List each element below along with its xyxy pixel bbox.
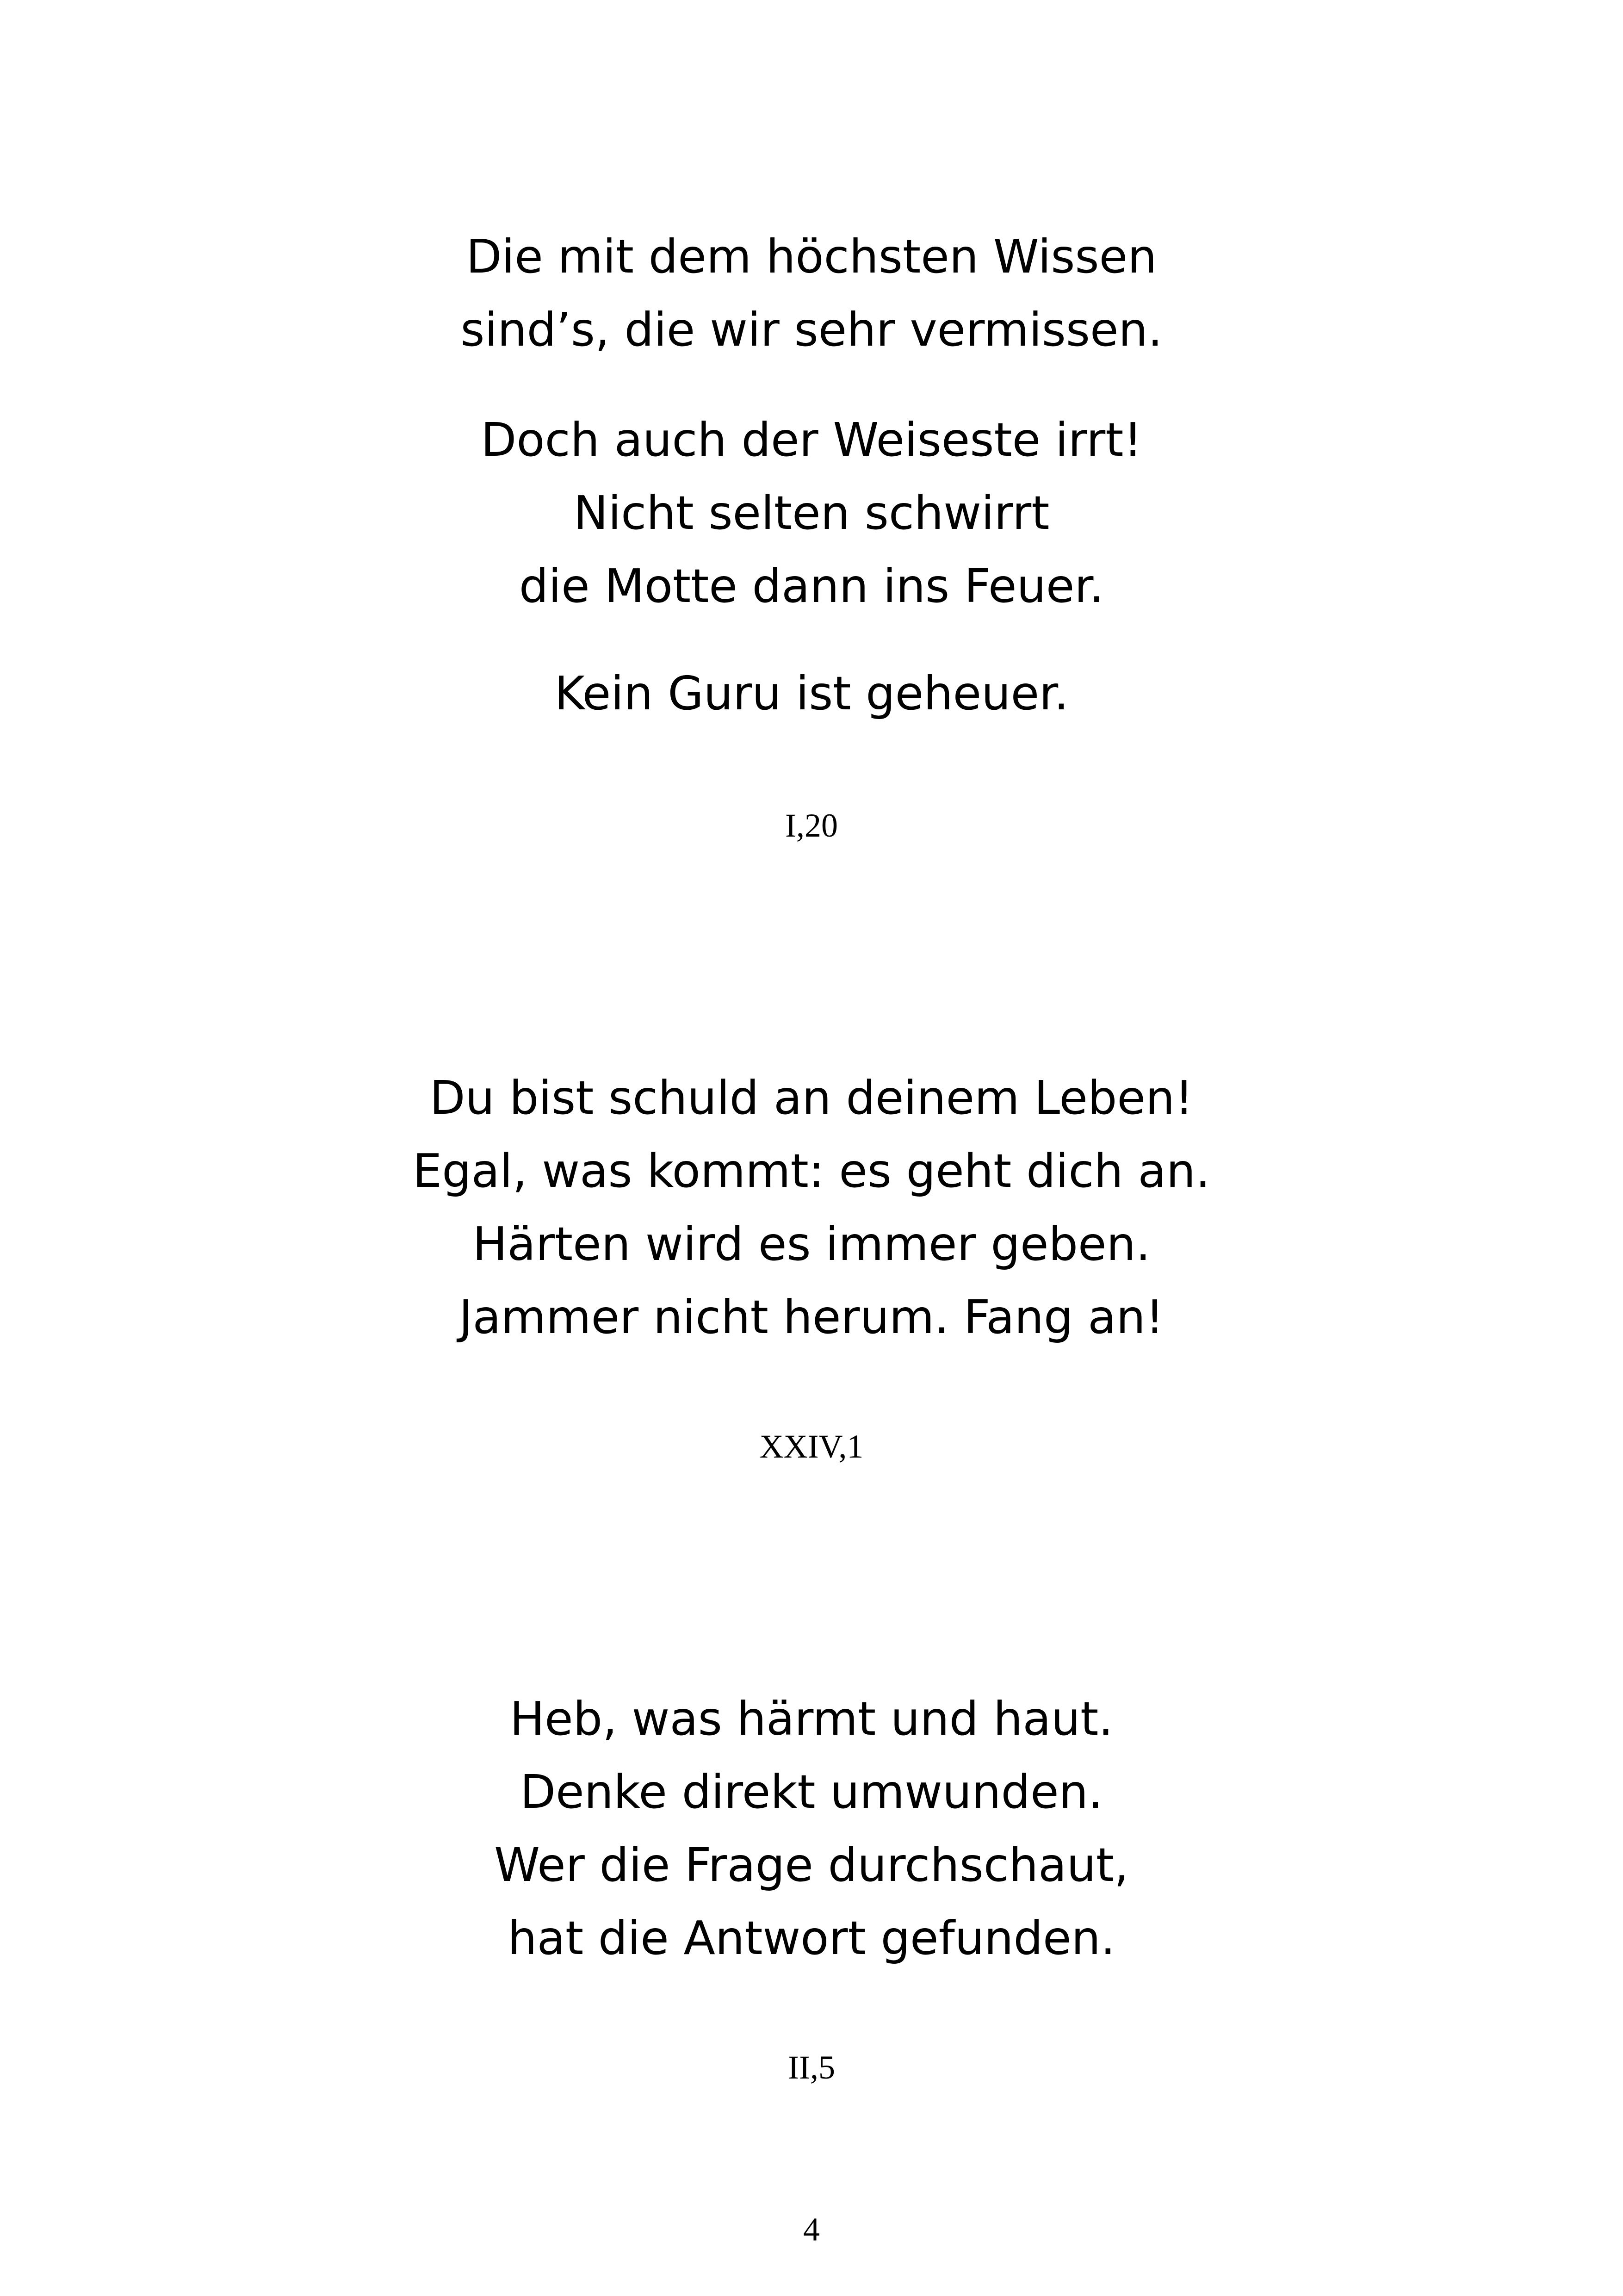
verse-line: Egal, was kommt: es geht dich an. (413, 1144, 1210, 1198)
verse-line: Nicht selten schwirrt (573, 486, 1050, 540)
verse-line: sind’s, die wir sehr vermissen. (460, 303, 1163, 357)
verse-line: die Motte dann ins Feuer. (519, 559, 1104, 613)
poem-1-stanza-1 (0, 220, 1623, 366)
verse-line: Jammer nicht herum. Fang an! (459, 1290, 1164, 1344)
page-number: 4 (803, 2211, 820, 2248)
verse-line: Kein Guru ist geheuer. (554, 666, 1069, 720)
verse-line: Du bist schuld an deinem Leben! (429, 1071, 1194, 1125)
verse-line: Heb, was härmt und haut. (509, 1692, 1114, 1746)
verse-line: Wer die Frage durchschaut, (494, 1838, 1129, 1892)
verse-line: Härten wird es immer geben. (472, 1217, 1151, 1271)
poem-2-stanza-1 (0, 1061, 1623, 1354)
poem-1-stanza-3 (0, 657, 1623, 730)
poem-3-reference: II,5 (788, 2049, 835, 2086)
poem-1-reference: I,20 (785, 807, 838, 844)
verse-line: hat die Antwort gefunden. (508, 1911, 1115, 1965)
poem-2-reference: XXIV,1 (759, 1428, 864, 1465)
verse-line: Die mit dem höchsten Wissen (466, 230, 1157, 284)
poem-1-stanza-2 (0, 403, 1623, 623)
poem-3-stanza-1 (0, 1682, 1623, 1975)
verse-line: Denke direkt umwunden. (520, 1765, 1103, 1819)
verse-line: Doch auch der Weiseste irrt! (481, 413, 1142, 467)
